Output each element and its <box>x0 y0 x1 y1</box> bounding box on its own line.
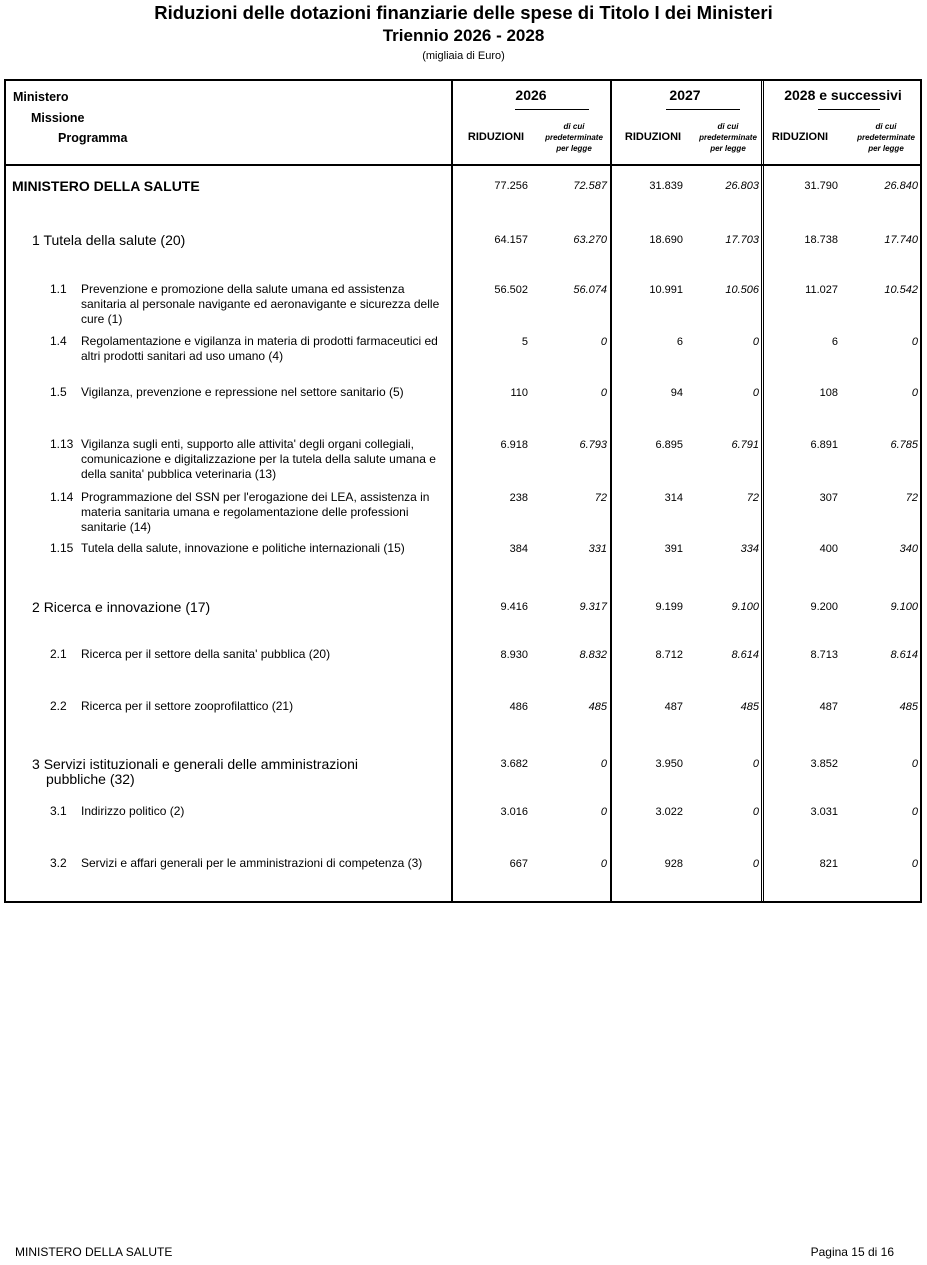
page-subtitle: Triennio 2026 - 2028 <box>382 26 545 45</box>
riduzioni-value: 9.199 <box>655 601 683 613</box>
predeterminate-value: 0 <box>911 858 918 870</box>
predeterminate-value: 0 <box>752 858 759 870</box>
riduzioni-value: 56.502 <box>494 284 528 296</box>
riduzioni-value: 3.682 <box>500 758 528 770</box>
riduzioni-value: 821 <box>819 858 838 870</box>
column-divider <box>610 79 612 903</box>
program-label: Tutela della salute, innovazione e politiche internazionali (15) <box>81 541 405 555</box>
riduzioni-value: 6.895 <box>655 439 683 451</box>
program-label: Ricerca per il settore della sanita' pubblica (20) <box>81 647 331 661</box>
riduzioni-value: 3.022 <box>655 806 683 818</box>
predeterminate-value: 56.074 <box>573 284 607 296</box>
riduzioni-value: 400 <box>819 543 838 555</box>
riduzioni-value: 8.930 <box>500 649 528 661</box>
footer-page-number: Pagina 15 di 16 <box>810 1245 894 1259</box>
header-di-cui: di cui predeterminate per legge <box>545 122 603 153</box>
header-di-cui: di cui predeterminate per legge <box>699 122 757 153</box>
year-underline <box>818 109 880 110</box>
predeterminate-value: 9.317 <box>579 601 607 613</box>
units-note: (migliaia di Euro) <box>422 50 505 62</box>
riduzioni-value: 6.918 <box>500 439 528 451</box>
program-code: 1.4 <box>50 334 67 348</box>
predeterminate-value: 0 <box>752 758 759 770</box>
mission-text: Tutela della salute (20) <box>43 232 186 248</box>
year-2026: 2026 <box>515 87 547 103</box>
riduzioni-value: 64.157 <box>494 234 528 246</box>
header-riduzioni: RIDUZIONI <box>624 131 682 143</box>
predeterminate-value: 0 <box>911 758 918 770</box>
program-label: Indirizzo politico (2) <box>81 804 185 818</box>
riduzioni-value: 77.256 <box>494 180 528 192</box>
riduzioni-value: 3.031 <box>810 806 838 818</box>
predeterminate-value: 72.587 <box>573 180 607 192</box>
predeterminate-value: 331 <box>588 543 607 555</box>
column-divider <box>451 79 453 903</box>
riduzioni-value: 314 <box>664 492 683 504</box>
predeterminate-value: 0 <box>600 758 607 770</box>
riduzioni-value: 5 <box>521 336 528 348</box>
mission-label <box>32 757 442 787</box>
header-divider <box>4 164 922 166</box>
program-code: 1.5 <box>50 385 67 399</box>
mission-code: 1 <box>32 232 40 248</box>
riduzioni-value: 94 <box>670 387 683 399</box>
riduzioni-value: 8.713 <box>810 649 838 661</box>
mission-code: 3 <box>32 756 40 772</box>
footer-ministry: MINISTERO DELLA SALUTE <box>15 1245 173 1259</box>
program-label: Vigilanza, prevenzione e repressione nel settore sanitario (5) <box>81 385 404 399</box>
page-title: Riduzioni delle dotazioni finanziarie delle spese di Titolo I dei Ministeri <box>154 2 773 23</box>
predeterminate-value: 8.614 <box>890 649 918 661</box>
program-code: 1.15 <box>50 541 74 555</box>
header-di-cui: di cui predeterminate per legge <box>857 122 915 153</box>
riduzioni-value: 10.991 <box>649 284 683 296</box>
riduzioni-value: 3.852 <box>810 758 838 770</box>
predeterminate-value: 6.791 <box>731 439 759 451</box>
riduzioni-value: 11.027 <box>805 284 838 296</box>
program-code: 2.1 <box>50 647 67 661</box>
ministry-label: MINISTERO DELLA SALUTE <box>12 178 200 194</box>
predeterminate-value: 0 <box>911 387 918 399</box>
predeterminate-value: 6.793 <box>579 439 607 451</box>
mission-code: 2 <box>32 599 40 615</box>
program-code: 3.1 <box>50 804 67 818</box>
program-label: Vigilanza sugli enti, supporto alle attivita' degli organi collegiali, comunicazione e digitalizzazione per la tutela della salute umana e della sanita' pubblica veterinaria (13) <box>81 437 436 481</box>
riduzioni-value: 110 <box>510 387 528 399</box>
riduzioni-value: 487 <box>664 701 683 713</box>
year-underline <box>666 109 740 110</box>
predeterminate-value: 8.614 <box>731 649 759 661</box>
program-code: 2.2 <box>50 699 67 713</box>
predeterminate-value: 72 <box>905 492 918 504</box>
predeterminate-value: 10.542 <box>884 284 918 296</box>
predeterminate-value: 340 <box>899 543 918 555</box>
riduzioni-value: 6 <box>676 336 683 348</box>
riduzioni-value: 3.016 <box>500 806 528 818</box>
riduzioni-value: 108 <box>819 387 838 399</box>
mission-text: Servizi istituzionali e generali delle amministrazioni <box>43 756 359 772</box>
predeterminate-value: 0 <box>911 336 918 348</box>
predeterminate-value: 26.840 <box>884 180 918 192</box>
header-riduzioni: RIDUZIONI <box>771 131 829 143</box>
riduzioni-value: 18.690 <box>649 234 683 246</box>
program-label: Programmazione del SSN per l'erogazione dei LEA, assistenza in materia sanitaria umana e regolamentazione delle professioni sanitarie (14) <box>81 490 430 534</box>
predeterminate-value: 63.270 <box>573 234 607 246</box>
predeterminate-value: 17.740 <box>884 234 918 246</box>
predeterminate-value: 72 <box>746 492 759 504</box>
header-programma: Programma <box>58 131 128 145</box>
riduzioni-value: 667 <box>509 858 528 870</box>
predeterminate-value: 9.100 <box>731 601 759 613</box>
riduzioni-value: 8.712 <box>655 649 683 661</box>
predeterminate-value: 485 <box>588 701 607 713</box>
riduzioni-value: 928 <box>664 858 683 870</box>
header-missione: Missione <box>31 111 85 125</box>
riduzioni-value: 9.200 <box>810 601 838 613</box>
year-2028: 2028 e successivi <box>784 87 902 103</box>
mission-label <box>32 233 442 248</box>
predeterminate-value: 8.832 <box>579 649 607 661</box>
predeterminate-value: 0 <box>600 336 607 348</box>
mission-text: Ricerca e innovazione (17) <box>43 599 211 615</box>
program-label: Prevenzione e promozione della salute umana ed assistenza sanitaria al personale navigante ed aeronavigante e sicurezza delle cure (1) <box>81 282 440 326</box>
program-code: 3.2 <box>50 856 67 870</box>
predeterminate-value: 0 <box>752 387 759 399</box>
program-code: 1.1 <box>50 282 67 296</box>
predeterminate-value: 485 <box>899 701 918 713</box>
predeterminate-value: 72 <box>594 492 607 504</box>
riduzioni-value: 486 <box>509 701 528 713</box>
riduzioni-value: 31.790 <box>804 180 838 192</box>
program-label: Servizi e affari generali per le amministrazioni di competenza (3) <box>81 856 423 870</box>
column-divider <box>761 79 764 903</box>
predeterminate-value: 485 <box>740 701 759 713</box>
header-ministero: Ministero <box>13 90 69 104</box>
header-riduzioni: RIDUZIONI <box>467 131 525 143</box>
riduzioni-value: 487 <box>819 701 838 713</box>
predeterminate-value: 0 <box>600 387 607 399</box>
predeterminate-value: 0 <box>600 806 607 818</box>
riduzioni-value: 384 <box>509 543 528 555</box>
year-underline <box>515 109 589 110</box>
predeterminate-value: 10.506 <box>725 284 759 296</box>
predeterminate-value: 9.100 <box>890 601 918 613</box>
year-2027: 2027 <box>669 87 701 103</box>
riduzioni-value: 6.891 <box>810 439 838 451</box>
predeterminate-value: 26.803 <box>725 180 759 192</box>
riduzioni-value: 31.839 <box>649 180 683 192</box>
predeterminate-value: 0 <box>752 806 759 818</box>
predeterminate-value: 17.703 <box>725 234 759 246</box>
program-code: 1.14 <box>50 490 74 504</box>
riduzioni-value: 238 <box>509 492 528 504</box>
mission-label <box>32 600 442 615</box>
predeterminate-value: 6.785 <box>890 439 918 451</box>
predeterminate-value: 334 <box>740 543 759 555</box>
mission-text-continued: pubbliche (32) <box>46 771 135 787</box>
predeterminate-value: 0 <box>600 858 607 870</box>
riduzioni-value: 18.738 <box>804 234 838 246</box>
predeterminate-value: 0 <box>911 806 918 818</box>
riduzioni-value: 391 <box>664 543 683 555</box>
program-label: Ricerca per il settore zooprofilattico (21) <box>81 699 294 713</box>
riduzioni-value: 9.416 <box>500 601 528 613</box>
predeterminate-value: 0 <box>752 336 759 348</box>
riduzioni-value: 307 <box>819 492 838 504</box>
riduzioni-value: 3.950 <box>655 758 683 770</box>
program-code: 1.13 <box>50 437 74 451</box>
program-label: Regolamentazione e vigilanza in materia di prodotti farmaceutici ed altri prodotti sanitari ad uso umano (4) <box>81 334 438 363</box>
riduzioni-value: 6 <box>831 336 838 348</box>
